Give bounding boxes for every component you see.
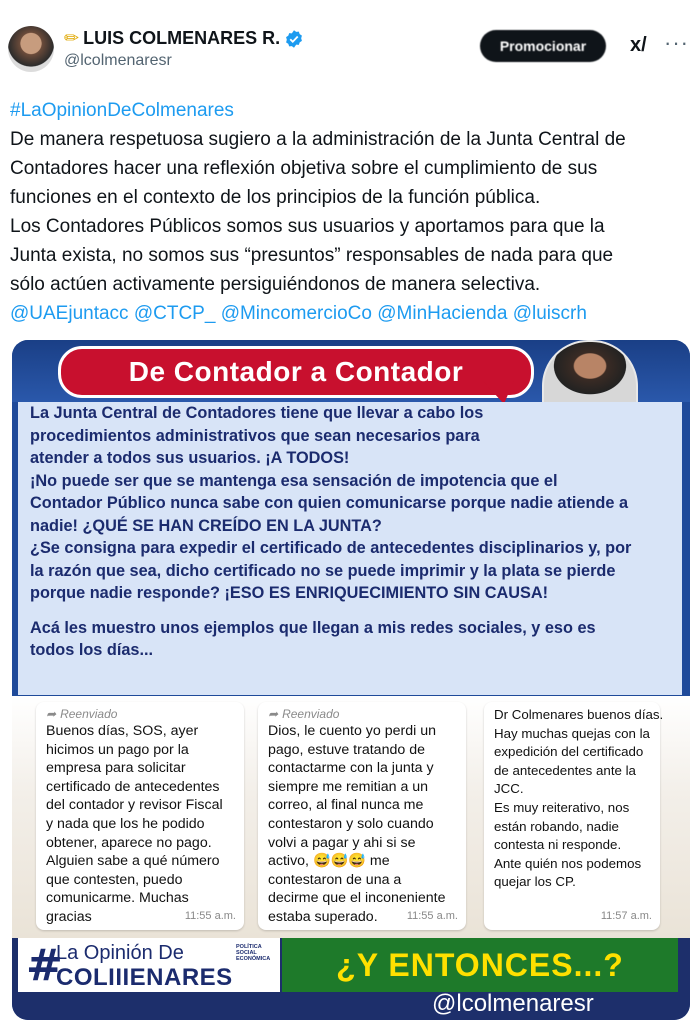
- opinion-line: procedimientos administrativos que sean necesarios para: [30, 426, 480, 445]
- author-name-row: [64, 28, 304, 49]
- message-line: expedición del certificado: [494, 744, 644, 760]
- message-line: volvi a pagar y ahi si se: [268, 834, 416, 851]
- message-line: quejar los CP.: [494, 874, 576, 890]
- author-portrait: [542, 340, 638, 404]
- message-time: 11:55 a.m.: [184, 910, 236, 923]
- forward-arrow-icon: ➦: [46, 706, 57, 721]
- opinion-line: porque nadie responde? ¡ESO ES ENRIQUECIMIENTO SIN CAUSA!: [30, 584, 549, 602]
- tweet-header: [0, 0, 692, 90]
- message-line: correo, al final nunca me: [268, 797, 424, 814]
- logo-line-1: La Opinión De: [56, 942, 184, 964]
- message-line: Es muy reiterativo, nos: [494, 799, 630, 815]
- message-line: siempre me remitian a un: [268, 778, 429, 795]
- avatar[interactable]: [8, 26, 54, 72]
- column-logo: [18, 938, 280, 992]
- message-line: contesta ni responde.: [494, 837, 622, 853]
- opinion-line: Contador Público nunca sabe con quien comunicarse porque nadie atiende a: [30, 494, 628, 512]
- verified-badge-icon: [284, 29, 304, 49]
- message-line: Dios, le cuento yo perdi un: [268, 723, 436, 739]
- opinion-line: la razón que sea, dicho certificado no se puede imprimir y la plata se pierde: [30, 561, 616, 580]
- more-options-icon[interactable]: ···: [664, 30, 689, 55]
- message-time: 11:55 a.m.: [406, 910, 458, 923]
- tweet-line: De manera respetuosa sugiero a la administración de la Junta Central de: [10, 129, 626, 150]
- tweet-text: [10, 96, 686, 328]
- message-line: están robando, nadie: [494, 818, 619, 834]
- tweet-line: Los Contadores Públicos somos sus usuarios y aportamos para que la: [10, 216, 605, 237]
- mentions-links[interactable]: @UAEjuntacc @CTCP_ @MincomercioCo @MinHacienda @luiscrh: [10, 303, 587, 324]
- message-line: JCC.: [494, 781, 524, 797]
- message-line: certificado de antecedentes: [46, 778, 220, 795]
- card-top-bar: [12, 340, 690, 402]
- hash-symbol: #: [26, 940, 63, 991]
- message-line: y nada que los he podido: [46, 815, 205, 832]
- message-line: activo, 😅😅😅 me: [268, 853, 390, 870]
- message-line: Hay muchas quejas con la: [494, 725, 650, 741]
- opinion-line: atender a todos sus usuarios. ¡A TODOS!: [30, 449, 350, 467]
- message-time: 11:57 a.m.: [600, 910, 652, 923]
- opinion-line: ¡No puede ser que se mantenga esa sensación de impotencia que el: [30, 471, 558, 490]
- opinion-line: La Junta Central de Contadores tiene que llevar a cabo los: [30, 404, 484, 422]
- message-line: pago, estuve tratando de: [268, 741, 425, 758]
- tweet-line: Contadores hacer una reflexión objetiva sobre el cumplimiento de sus: [10, 158, 598, 179]
- footer-handle: @lcolmenaresr: [432, 990, 594, 1017]
- forwarded-label: ➦ Reenviado: [46, 706, 236, 722]
- banner-title: De Contador a Contador: [128, 356, 464, 387]
- author-handle[interactable]: @lcolmenaresr: [64, 52, 172, 69]
- author-name[interactable]: LUIS COLMENARES R.: [83, 28, 281, 48]
- message-line: estaba superado.: [268, 908, 378, 925]
- tweet-line: funciones en el contexto de los principios de la función pública.: [10, 187, 541, 208]
- message-line: que contesten, puedo: [46, 871, 183, 888]
- pencil-icon: ✏: [64, 28, 80, 48]
- message-line: del contador y revisor Fiscal: [46, 797, 223, 814]
- message-bubble: [484, 702, 664, 930]
- banner-tail: [482, 380, 514, 404]
- attached-image[interactable]: [12, 340, 690, 1020]
- opinion-line: ¿Se consigna para expedir el certificado de antecedentes disciplinarios y, por: [30, 539, 632, 557]
- message-line: Buenos días, SOS, ayer: [46, 723, 199, 739]
- message-bubble: [36, 702, 244, 930]
- tweet-line: Junta exista, no somos sus “presuntos” responsables de nada para que: [10, 245, 614, 266]
- message-line: empresa para solicitar: [46, 760, 186, 777]
- message-line: decirme que el inconeniente: [268, 890, 446, 907]
- grok-icon[interactable]: x/: [630, 34, 647, 56]
- message-line: gracias: [46, 908, 92, 925]
- banner: [58, 346, 534, 398]
- message-line: obtener, aparece no pago.: [46, 834, 212, 851]
- logo-line-2: COLIIIENARES: [56, 964, 233, 991]
- message-line: hicimos un pago por la: [46, 741, 189, 758]
- message-line: contestaron de una a: [268, 871, 402, 888]
- tweet-line: sólo actúen activamente persiguiéndonos de manera selectiva.: [10, 274, 541, 295]
- message-line: de antecedentes ante la: [494, 762, 636, 778]
- message-line: comunicarme. Muchas: [46, 890, 189, 907]
- opinion-line: nadie! ¿QUÉ SE HAN CREÍDO EN LA JUNTA?: [30, 516, 382, 535]
- logo-tagline: POLÍTICA SOCIAL ECONÓMICA: [236, 944, 271, 962]
- hashtag-link[interactable]: #LaOpinionDeColmenares: [10, 100, 234, 121]
- opinion-text: [18, 402, 682, 695]
- card-footer: [12, 938, 690, 1020]
- message-line: Alguien sabe a qué número: [46, 853, 220, 870]
- opinion-line: todos los días...: [30, 641, 154, 659]
- slogan: ¿Y ENTONCES...?: [336, 946, 624, 983]
- promote-button[interactable]: Promocionar: [480, 30, 606, 62]
- message-screenshots: [12, 696, 690, 938]
- opinion-line: Acá les muestro unos ejemplos que llegan a mis redes sociales, y eso es: [30, 618, 596, 637]
- message-line: Ante quién nos podemos: [494, 855, 642, 871]
- forward-arrow-icon: ➦: [268, 706, 279, 721]
- message-line: Dr Colmenares buenos días.: [494, 707, 664, 722]
- message-line: contactarme con la junta y: [268, 760, 434, 777]
- message-line: contestaron y solo cuando: [268, 815, 434, 832]
- forwarded-label: ➦ Reenviado: [268, 706, 458, 722]
- slogan-box: [282, 938, 678, 992]
- message-bubble: [258, 702, 466, 930]
